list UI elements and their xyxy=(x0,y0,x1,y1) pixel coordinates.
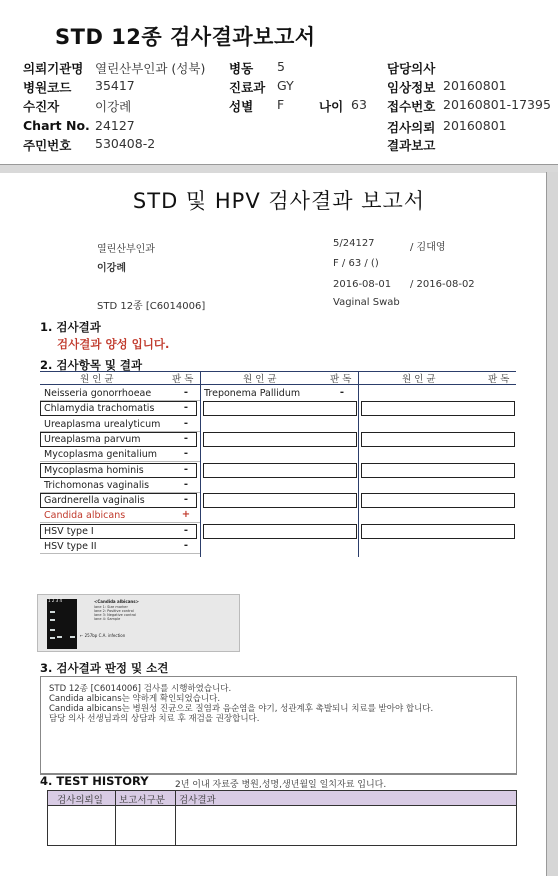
pathogen-result: - xyxy=(183,402,189,414)
sex-age-line: F / 63 / () xyxy=(333,258,379,269)
treponema-name: Treponema Pallidum xyxy=(204,388,301,399)
gel-band xyxy=(50,629,55,631)
pathogen-name: Candida albicans xyxy=(44,510,126,522)
col-head-pathogen: 원 인 균 xyxy=(243,374,277,385)
opinion-line: STD 12종 [C6014006] 검사를 시행하였습니다. xyxy=(49,684,232,694)
opinion-line: Candida albicans는 병원성 진균으로 질염과 음순염을 야기, 성관계후 촉발되니 치료를 받아야 합니다. xyxy=(49,704,434,714)
sex-label: 성별 xyxy=(229,99,254,114)
empty-result-box xyxy=(203,493,357,508)
doctor-label: 담당의사 xyxy=(387,61,436,76)
empty-result-box xyxy=(361,493,515,508)
col-head-result: 판 독 xyxy=(488,374,510,385)
history-header-cell: 보고서구분 xyxy=(119,795,165,806)
gel-legend-3: lane 3: Negative control xyxy=(94,613,137,617)
rrn-value: 530408-2 xyxy=(95,136,156,151)
history-col-divider xyxy=(175,791,176,845)
page-edge-line xyxy=(546,172,547,876)
institution-value: 열린산부인과 (성북) xyxy=(95,61,206,76)
report-header-title: STD 12종 검사결과보고서 xyxy=(55,25,316,49)
opinion-line: 담당 의사 선생님과의 상담과 치료 후 재검을 권장합니다. xyxy=(49,714,260,724)
col-head-result: 판 독 xyxy=(172,374,194,385)
pathogen-result: + xyxy=(181,509,191,521)
col-head-pathogen: 원 인 균 xyxy=(80,374,114,385)
pathogen-result: - xyxy=(183,540,189,551)
patient-id-line: 5/24127 xyxy=(333,238,375,249)
request-date: 2016-08-01 xyxy=(333,279,392,290)
history-header-cell: 검사의뢰일 xyxy=(57,795,103,806)
row-rule xyxy=(40,553,200,554)
treponema-result: - xyxy=(339,387,345,398)
receipt-no-value: 20160801-17395 xyxy=(443,97,551,112)
section-3-title: 3. 검사결과 판정 및 소견 xyxy=(40,661,169,675)
gel-band xyxy=(50,637,55,639)
pathogen-result: - xyxy=(183,432,189,444)
patient-name: 이강례 xyxy=(97,263,126,274)
gel-legend-2: lane 2: Positive control xyxy=(94,609,134,613)
gel-band-label: ← 257bp C.A. infection xyxy=(80,633,126,638)
department-label: 진료과 xyxy=(229,80,266,95)
hospital-code-label: 병원코드 xyxy=(23,80,72,95)
age-value: 63 xyxy=(351,97,367,112)
empty-result-box xyxy=(361,463,515,478)
history-note: 2년 이내 자료중 병원,성명,생년월일 일치자료 입니다. xyxy=(175,780,387,790)
pathogen-result: - xyxy=(183,494,189,506)
pathogen-result: - xyxy=(183,448,189,460)
request-value: 20160801 xyxy=(443,118,507,133)
gel-lanes xyxy=(47,599,77,649)
gel-title: <Candida albicans> xyxy=(94,599,139,604)
clinical-info-value: 20160801 xyxy=(443,78,507,93)
pathogen-name: Mycoplasma genitalium xyxy=(44,449,158,461)
gel-band xyxy=(70,636,75,638)
pathogen-name: HSV type I xyxy=(44,525,94,537)
column-divider xyxy=(358,371,359,557)
pathogen-name: Neisseria gonorrhoeae xyxy=(44,388,152,399)
report-label: 결과보고 xyxy=(387,138,436,153)
column-divider xyxy=(200,371,201,557)
page-edge xyxy=(546,172,558,876)
age-label: 나이 xyxy=(319,99,344,114)
empty-result-box xyxy=(203,432,357,447)
hospital-code-value: 35417 xyxy=(95,78,135,93)
test-name: STD 12종 [C6014006] xyxy=(97,301,206,312)
sex-value: F xyxy=(277,97,285,112)
pathogen-name: Chlamydia trachomatis xyxy=(44,403,155,415)
report-title: STD 및 HPV 검사결과 보고서 xyxy=(132,189,426,213)
ward-label: 병동 xyxy=(229,61,254,76)
pathogen-name: Ureaplasma urealyticum xyxy=(44,418,161,430)
overall-result: 검사결과 양성 입니다. xyxy=(57,337,170,351)
gel-band xyxy=(50,611,55,613)
empty-result-box xyxy=(361,432,515,447)
pathogen-result: - xyxy=(183,478,189,490)
history-header-cell: 검사결과 xyxy=(179,795,216,806)
chart-no-value: 24127 xyxy=(95,118,135,133)
gel-lane-numbers: 1 2 3 4 xyxy=(48,598,62,603)
patient-value: 이강례 xyxy=(95,99,132,114)
gel-band xyxy=(50,619,55,621)
col-head-pathogen: 원 인 균 xyxy=(402,374,436,385)
section-4-title: 4. TEST HISTORY xyxy=(40,774,149,788)
section-1-title: 1. 검사결과 xyxy=(40,320,101,334)
pathogen-result: - xyxy=(183,524,189,536)
institution-label: 의뢰기관명 xyxy=(23,61,84,76)
patient-label: 수진자 xyxy=(23,99,60,114)
section-divider xyxy=(0,164,558,173)
pathogen-name: Ureaplasma parvum xyxy=(44,433,141,445)
empty-result-box xyxy=(361,401,515,416)
empty-result-box xyxy=(203,524,357,539)
specimen-type: Vaginal Swab xyxy=(333,297,400,308)
opinion-box xyxy=(40,676,517,775)
pathogen-result: - xyxy=(183,417,189,429)
ward-value: 5 xyxy=(277,59,285,74)
empty-result-box xyxy=(361,524,515,539)
test-history-table xyxy=(47,790,517,846)
pathogen-name: HSV type II xyxy=(44,541,97,552)
chart-no-label: Chart No. xyxy=(23,118,90,133)
receipt-no-label: 접수번호 xyxy=(387,99,436,114)
pathogen-result: - xyxy=(183,387,189,398)
results-table xyxy=(40,371,516,557)
gel-legend-4: lane 4: Sample xyxy=(94,617,121,621)
gel-legend-1: lane 1: Size marker xyxy=(94,605,128,609)
section-2-title: 2. 검사항목 및 결과 xyxy=(40,358,143,372)
request-label: 검사의뢰 xyxy=(387,120,436,135)
gel-band xyxy=(57,636,62,638)
department-value: GY xyxy=(277,78,294,93)
col-head-result: 판 독 xyxy=(330,374,352,385)
pathogen-name: Mycoplasma hominis xyxy=(44,464,144,476)
report-date: / 2016-08-02 xyxy=(410,279,475,290)
pathogen-name: Gardnerella vaginalis xyxy=(44,495,145,507)
empty-result-box xyxy=(203,401,357,416)
rrn-label: 주민번호 xyxy=(23,138,72,153)
doctor-name: / 김대영 xyxy=(410,242,446,253)
history-col-divider xyxy=(115,791,116,845)
clinical-info-label: 임상정보 xyxy=(387,80,436,95)
clinic-name: 열린산부인과 xyxy=(97,244,155,255)
pathogen-result: - xyxy=(183,463,189,475)
gel-electrophoresis-image xyxy=(37,594,240,652)
pathogen-name: Trichomonas vaginalis xyxy=(44,479,150,491)
empty-result-box xyxy=(203,463,357,478)
opinion-line: Candida albicans는 약하게 확인되었습니다. xyxy=(49,694,221,704)
